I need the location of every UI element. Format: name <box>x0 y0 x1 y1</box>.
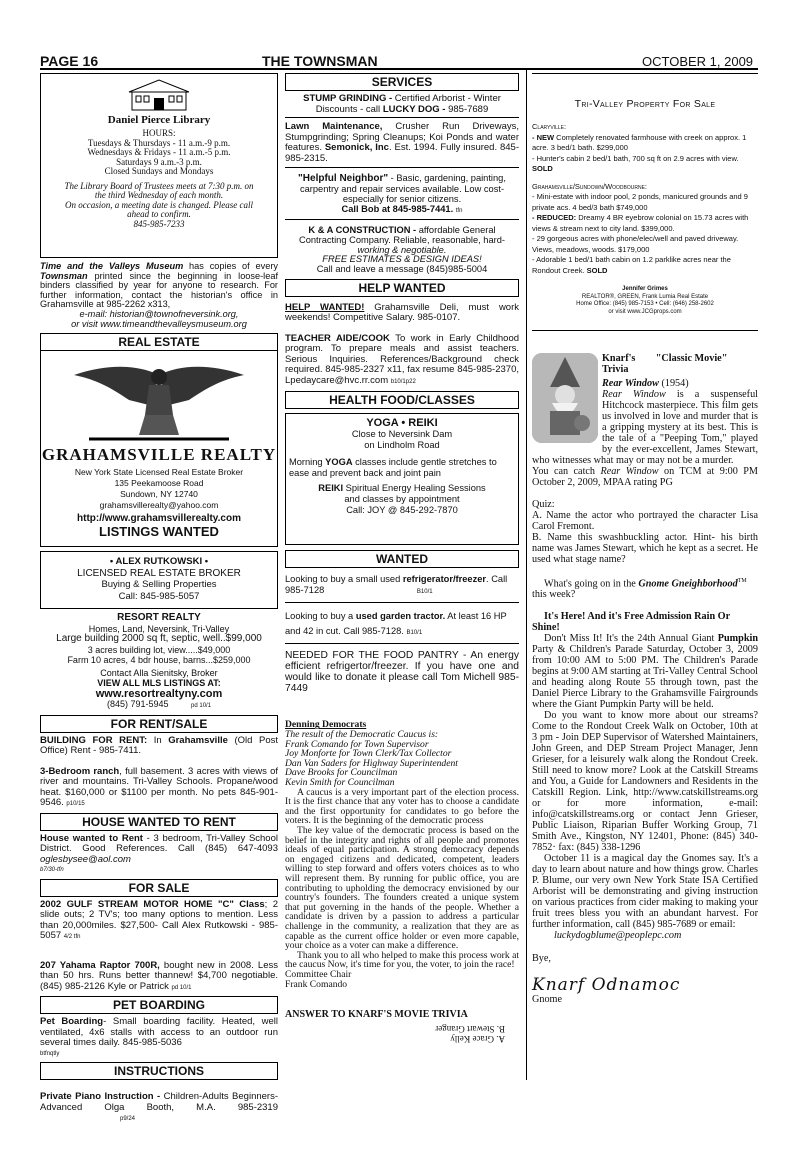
for-rent-heading: FOR RENT/SALE <box>40 715 278 733</box>
yoga-title: YOGA • REIKI <box>366 417 438 430</box>
ad-keyword: LUCKY DOG - <box>382 103 446 115</box>
listing-flag: - REDUCED: <box>532 213 577 222</box>
ad-tag: 4/2 tfn <box>63 934 81 941</box>
library-board-note: The Library Board of Trustees meets at 7:30 p.m. on the third Wednesday of each month. <box>64 180 254 200</box>
museum-notice <box>40 262 278 329</box>
yoga-location: on Lindholm Road <box>364 440 440 451</box>
ad-phone: Call and leave a message (845)985-5004 <box>316 264 488 275</box>
signature-role: Gnome <box>532 994 562 1006</box>
hours-line: Wednesdays & Fridays - 11 a.m.-5 p.m. <box>87 147 231 157</box>
ad-text: FREE ESTIMATES & DESIGN IDEAS! <box>322 254 482 265</box>
library-hours <box>45 129 273 177</box>
listing-flag: SOLD <box>532 164 553 173</box>
broker-service: Buying & Selling Properties <box>101 579 217 591</box>
ad-text: . Call 985-7128 <box>285 574 508 596</box>
motor-home-ad <box>40 900 278 943</box>
ad-text: . Est. 1994. Fully insured. 845-985-2315. <box>285 142 519 164</box>
gnome-icon <box>532 353 598 443</box>
ad-text: Children-Adults Beginners- Advanced Olga Booth, M.A. 985-2319 <box>40 1091 278 1113</box>
library-phone: 845-985-7233 <box>133 218 185 229</box>
agent-title: REALTOR®, GREEN, Frank Lumia Real Estate <box>581 293 709 300</box>
ad-keyword: BUILDING FOR RENT: <box>40 734 148 746</box>
movie-title: Rear Window <box>602 389 666 400</box>
candidate: Frank Comando for Town Supervisor <box>285 738 429 750</box>
ad-text: , full basement. 3 acres with views of river and mountains. Tri-Valley Schools. Propane/wood heat. $160,000 or $1100 per month. No pets 845-901-9546. <box>40 765 278 809</box>
lawn-maintenance-ad <box>285 122 519 164</box>
area-heading: Claryville: <box>532 122 567 131</box>
area-heading: Grahamsville/Sundown/Woodbourne: <box>532 181 648 191</box>
ad-divider <box>285 643 519 644</box>
article-paragraph: You can catch <box>532 466 601 477</box>
trivia-answer: B. Stewart Granger <box>435 1024 505 1035</box>
museum-name: Time and the Valleys Museum <box>40 261 184 271</box>
ad-text: classes include gentle stretches to ease and prevent back and joint pain <box>289 456 497 478</box>
ad-keyword: STUMP GRINDING - <box>303 93 393 104</box>
resort-name: RESORT REALTY <box>117 612 201 624</box>
realty-city: Sundown, NY 12740 <box>120 489 198 500</box>
house-wanted-heading: HOUSE WANTED TO RENT <box>40 813 278 831</box>
column-divider <box>526 70 527 1080</box>
ad-divider <box>285 602 519 603</box>
ad-tag: p10/15 <box>66 801 85 808</box>
ad-text: - Basic, gardening, painting, carpentry and repair services available. Low cost- especially for senior citizens. <box>299 173 506 204</box>
hours-line: Closed Sundays and Mondays <box>104 166 214 176</box>
ad-keyword: House wanted to Rent <box>40 832 143 844</box>
resort-listing: Large building 2000 sq ft, septic, well..$99,000 <box>56 633 262 645</box>
movie-title: Rear Window <box>602 378 659 389</box>
trivia-answers-upside-down <box>425 1024 505 1044</box>
food-pantry-ad: NEEDED FOR THE FOOD PANTRY - An energy efficient refrigertor/freezer. If you have one and would like to donate it please call Tom Michell 985-7449 <box>285 650 519 695</box>
ad-keyword: HELP WANTED! <box>285 301 365 313</box>
candidate: Dave Brooks for Councilman <box>285 767 398 779</box>
museum-email[interactable]: e-mail: historian@townofneversink.org, <box>79 308 239 319</box>
ad-text: Crusher Run Driveways, Stumpgrinding; Spring Cleanups; Koi Ponds and water features. <box>285 121 519 153</box>
piano-ad <box>40 1092 278 1125</box>
ad-tag: btfnqtly <box>40 1050 60 1057</box>
realty-address: 135 Peekamoose Road <box>114 478 204 489</box>
ad-text: (Old Post Office) Rent - 985-7411. <box>40 734 278 757</box>
broker-title: LICENSED REAL ESTATE BROKER <box>77 567 241 579</box>
grahamsville-realty-ad <box>40 351 278 547</box>
agent-phone: Home Office: (845) 985-7153 • Cell: (646) 258-2602 <box>576 301 714 307</box>
house-wanted-ad <box>40 834 278 876</box>
democrats-article <box>285 720 519 989</box>
article-paragraph: Don't Miss It! It's the 24th Annual Giant <box>544 633 718 645</box>
library-name: Daniel Pierce Library <box>107 114 211 126</box>
ka-construction-ad <box>285 226 519 275</box>
listings-wanted: LISTINGS WANTED <box>99 524 219 540</box>
article-paragraph: What's going on in the <box>544 578 639 590</box>
wanted-heading: WANTED <box>285 550 519 568</box>
movie-title: Rear Window <box>600 466 659 477</box>
museum-text: printed since the beginning in loose-leaf binders classified by year for anyone to research. For further information, contact the historian's office in Grahamsville at 985-2262 x313, <box>40 270 278 310</box>
listing: Completely renovated farmhouse with creek on approx. 1 acre. 3 bed/1 bath. $299,000 <box>532 132 747 152</box>
ad-keyword: YOGA <box>325 456 353 467</box>
hours-title: HOURS: <box>142 128 176 138</box>
resort-listing: 3 acres building lot, view.....$49,000 <box>87 644 231 655</box>
quiz-question: B. Name this swashbuckling actor. Hint- his birth name was James Stewart, which he kept as a secret. He used what stage name? <box>532 532 758 565</box>
page-number: PAGE 16 <box>40 53 99 69</box>
article-signoff: Frank Comando <box>285 978 348 990</box>
ad-phone: Call Bob at 845-985-7441. <box>341 204 454 214</box>
yamaha-ad <box>40 961 278 994</box>
trademark: TM <box>737 578 747 584</box>
contact-email[interactable]: luckydogblume@peoplepc.com <box>554 930 682 942</box>
health-heading: HEALTH FOOD/CLASSES <box>285 391 519 409</box>
candidate: Kevin Smith for Councilman <box>285 777 395 789</box>
ad-text: 985-7689 <box>445 103 489 115</box>
realty-email[interactable]: grahamsvillerealty@yahoo.com <box>99 500 219 511</box>
ad-text: Looking to buy a <box>285 611 356 622</box>
ad-text: - 3 bedroom, Tri-Valley School District. Good References. Call (845) 647-4093 <box>40 832 278 855</box>
yoga-reiki-ad <box>285 413 519 545</box>
article-paragraph: on TCM at 9:00 PM October 2, 2009, MPAA rating PG <box>532 466 758 488</box>
for-rent-ad <box>40 736 278 757</box>
ad-keyword: refrigerator/freezer <box>402 574 487 585</box>
article-paragraph: The key value of the democratic process is based on the belief in the integrity and rights of all people and promotes ideals of equal participation. A strong democracy depends on engaged citizens and dedicated, competent, leaders willing to step forward and offers voters choices as to who will represent them. By running for public office, you are contributing to upholding the democracy envisioned by our country's founders. The founders created a unique system that put governing in the hands of the people. Whether a candidate is driven by a passion to address a particular challenge in the community, a realization that they are as capable as the current office holder or even more capable, your choice as a voter can make a difference. <box>285 825 519 952</box>
candidate: Dan Van Saders for Highway Superintendent <box>285 757 458 769</box>
resort-area: Homes, Land, Neversink, Tri-Valley <box>88 623 230 634</box>
ad-divider <box>285 219 519 220</box>
trivia-answer: A. Grace Kelly <box>450 1034 505 1045</box>
resort-url[interactable]: www.resortrealtyny.com <box>95 687 223 700</box>
ad-phone: Call: JOY @ 845-292-7870 <box>346 505 458 516</box>
listing-flag: SOLD <box>586 265 608 275</box>
ad-tag: b7/30-tfn <box>40 867 64 874</box>
quiz-question: A. Name the actor who portrayed the character Lisa Carol Fremont. <box>532 510 758 532</box>
pet-boarding-heading: PET BOARDING <box>40 996 278 1014</box>
property-title: Tri-Valley Property For Sale <box>574 98 716 110</box>
resort-phone: (845) 791-5945 <box>106 699 169 710</box>
yoga-location: Close to Neversink Dam <box>351 429 453 440</box>
ad-text: Morning <box>289 456 326 467</box>
ad-keyword: REIKI <box>318 483 344 494</box>
ad-keyword: 3-Bedroom ranch <box>40 765 120 777</box>
pet-boarding-ad <box>40 1017 278 1059</box>
ad-text: working & negotiable. <box>357 244 447 255</box>
realty-license: New York State Licensed Real Estate Broker <box>74 467 244 478</box>
header-rule <box>40 68 758 70</box>
broker-phone: Call: 845-985-5057 <box>118 590 200 602</box>
alex-rutkowski-ad <box>40 551 278 609</box>
museum-text: has copies of every <box>183 261 278 271</box>
ad-email[interactable]: oglesbysee@aol.com <box>40 853 131 865</box>
listing: - Mini-estate with indoor pool, 2 ponds, manicured grounds and 9 private acs. 4 bed/3 bath $749,000 <box>532 192 748 212</box>
resort-realty-ad <box>40 613 278 712</box>
signoff: Bye, <box>532 953 551 965</box>
ad-keyword: K & A CONSTRUCTION - <box>308 225 417 235</box>
ad-keyword: Lawn Maintenance, <box>285 121 383 132</box>
ad-text: and classes by appointment <box>344 494 460 505</box>
column-name: Gnome Gneighborhood <box>638 578 738 590</box>
property-for-sale-ad <box>532 73 758 331</box>
listing: - 29 gorgeous acres with phone/elec/well and paved driveway. Views, meadows, woods. $179,000 <box>532 234 739 254</box>
for-sale-heading: FOR SALE <box>40 879 278 897</box>
services-heading: SERVICES <box>285 73 519 91</box>
article-keyword: Pumpkin <box>717 633 758 645</box>
realty-logo: GRAHAMSVILLE REALTY <box>41 445 277 465</box>
ad-text: Spiritual Energy Healing Sessions <box>343 483 486 494</box>
ad-text: To work in Early Childhood program. To prepare meals and assist teachers. Serious Inquiries. References/Background check required. 845-985-2327 x11, fax resume 845-985-2370, Lpedaycare@hvc.rr.com <box>285 332 520 386</box>
article-paragraph: October 11 is a magical day the Gnomes say. It's a day to learn about nature and how things grow. Charles P. Blume, our very own New York State ISA Certified Arborist will be demonstrating and giving instruction on various practices from cider making to making your fruit trees bless you with an abundant harvest. For further information, call (845) 985-7689 or email: <box>532 853 758 931</box>
museum-paper: Townsman <box>40 270 88 281</box>
hours-line: Saturdays 9 a.m.-3 p.m. <box>116 156 202 167</box>
ad-tag: pd 10/1 <box>171 984 192 991</box>
broker-name: • ALEX RUTKOWSKI • <box>109 556 209 568</box>
ad-text: At least 16 HP and 42 in cut. Call 985-7128. <box>285 611 507 637</box>
quiz-heading: Quiz: <box>532 499 555 510</box>
listing-flag: - NEW <box>532 132 555 142</box>
helpful-neighbor-ad <box>285 173 519 216</box>
ad-tag: pd 10/1 <box>191 703 212 710</box>
deli-ad <box>285 303 519 324</box>
ad-divider <box>285 167 519 168</box>
ad-keyword: Private Piano Instruction - <box>40 1091 161 1103</box>
resort-contact: Contact Alla Sienitsky, Broker <box>100 667 218 678</box>
ranch-ad <box>40 767 278 810</box>
library-occasion-note: On occasion, a meeting date is changed. Please call ahead to confirm. <box>65 199 253 219</box>
ad-keyword: Pet Boarding <box>40 1016 104 1028</box>
realty-url[interactable]: http://www.grahamsvillerealty.com <box>77 513 241 525</box>
refrigerator-wanted-ad <box>285 574 519 598</box>
ad-tag: B10/1 <box>416 589 433 596</box>
ad-keyword: Grahamsville <box>168 734 228 746</box>
trivia-title: Trivia <box>602 364 629 375</box>
library-building-icon <box>124 78 194 112</box>
ad-divider <box>285 117 519 118</box>
trivia-title: Knarf's <box>602 353 636 364</box>
article-paragraph: Thank you to all who helped to make this process work at the caucus Now, it's time for you, the voter, to join the race! <box>285 949 519 971</box>
help-wanted-heading: HELP WANTED <box>285 279 519 297</box>
gnome-photo <box>532 353 598 443</box>
article-intro: The result of the Democratic Caucus is: <box>285 729 439 741</box>
issue-date: OCTOBER 1, 2009 <box>642 54 754 69</box>
article-paragraph: this week? <box>532 589 576 601</box>
ad-tag: b10/1p22 <box>390 378 416 385</box>
real-estate-heading: REAL ESTATE <box>40 333 278 351</box>
agent-name: Jennifer Grimes <box>622 286 668 292</box>
listing: - Hunter's cabin 2 bed/1 bath, 700 sq ft on 2.9 acres with view. <box>532 153 739 163</box>
stump-grinding-ad <box>285 94 519 115</box>
signature: Knarf Odnamoc <box>532 975 681 996</box>
ad-text: - Small boarding facility. Heated, well ventilated, 4x6 stalls with access to an outdoor run several times daily. 845-985-5036 <box>40 1016 278 1049</box>
eagle-icon <box>69 355 249 443</box>
article-paragraph: Party & Children's Parade Saturday, October 3, 2009 from 10:00 AM to 5:00 PM. The Children's Parade begins at 9:00 AM starting at Tri-Valley Central School and heading along Route 55 through town, past the Daniel Pierce Library to the Grahamsville Fairgrounds where the Giant Pumpkin Party will be held. <box>532 644 758 711</box>
resort-listing: Farm 10 acres, 4 bdr house, barns...$259,000 <box>67 655 251 666</box>
agent-url[interactable]: or visit www.JCGprops.com <box>608 308 682 315</box>
festival-headline: It's Here! And it's Free Admission Rain Or Shine! <box>532 611 730 634</box>
trivia-answer-heading: ANSWER TO KNARF'S MOVIE TRIVIA <box>285 1009 468 1021</box>
hours-line: Tuesdays & Thursdays - 11 a.m.-9 p.m. <box>87 137 231 148</box>
knarf-trivia-article <box>532 353 758 1005</box>
ad-text: Grahamsville Deli, must work weekends! Competitive Salary. 985-0107. <box>285 301 520 324</box>
ad-text: Certified Arborist - Winter Discounts - call <box>315 93 501 115</box>
ad-tag: tfn <box>455 208 463 214</box>
candidate: Joy Monforte for Town Clerk/Tax Collector <box>285 748 452 760</box>
article-headline: Denning Democrats <box>285 719 367 731</box>
ad-text: bought new in 2008. Less than 50 hrs. Runs better thannew! $4,700 negotiable. (845) 985-2126 Kyle or Patrick <box>40 959 278 992</box>
ad-keyword: 207 Yahama Raptor 700R, <box>40 959 160 971</box>
museum-visit[interactable]: or visit www.timeandthevalleysmuseum.org <box>71 318 247 329</box>
ad-keyword: TEACHER AIDE/COOK <box>285 332 390 344</box>
paper-title: THE TOWNSMAN <box>262 53 378 69</box>
listing: Dreamy 4 BR eyebrow colonial on 15.73 acres with views & stream next to city land. $399,000. <box>532 213 749 233</box>
ad-keyword: 2002 GULF STREAM MOTOR HOME "C" Class <box>40 898 265 910</box>
ad-keyword: "Helpful Neighbor" <box>298 173 389 184</box>
article-paragraph: is a suspenseful Hitchcock masterpiece. This film gets us involved in love and murder that is a gripping mystery at its best. This is the tale of a "Peeping Tom," played by the ever-excellent, James Stewart, who witnesses what may or may not be a murder. <box>532 389 758 466</box>
ad-text: Looking to buy a small used <box>285 574 403 585</box>
ad-tag: B10/1 <box>406 630 423 637</box>
instructions-heading: INSTRUCTIONS <box>40 1062 278 1080</box>
ad-tag: p9/24 <box>120 1116 136 1123</box>
tractor-wanted-ad <box>285 609 519 641</box>
trivia-title: "Classic Movie" <box>655 353 728 364</box>
movie-year: (1954) <box>658 378 689 389</box>
resort-mls: VIEW ALL MLS LISTINGS AT: <box>97 678 221 689</box>
teacher-aide-ad <box>285 334 519 388</box>
ad-keyword: used garden tractor. <box>355 611 446 622</box>
library-box <box>40 73 278 258</box>
ad-text: ; 2 slide outs; 2 TV's; too many options to mention. Less than 20,000miles. $27,500- Call Alex Rutkowski - 985-5057 <box>40 898 279 942</box>
ad-text: In <box>147 734 169 746</box>
ad-text: affordable General Contracting Company. Reliable, reasonable, hard- <box>298 225 506 245</box>
ad-keyword: Semonick, Inc <box>324 142 389 153</box>
article-paragraph: Do you want to know more about our streams? Come to the Rondout Creek Walk on October, 10th at 3 pm - Join DEP Supervisor of Watershed Maintainers, John Green, and DEP Stream Project Manager, Jenn Grieser, for a leisurely walk along the Rondout Creek. Still need to know more? Look at the Catskill Streams and You, a Guide for Landowners and Residents in the Catskill Region. Link, http://www.catskillstreams.org or for more information, e-mail: info@catskillstreams.org or contact Jenn Grieser, Public Liaison, Riparian Buffer Working Group, 71 Smith Ave., Kingston, NY 12401, Phone: (845) 340-7852· fax: (845) 338-1296 <box>532 710 758 854</box>
listing: - Adorable 1 bed/1 bath cabin on 1.2 parklike acres near the Rondout Creek. <box>532 255 731 275</box>
article-signoff: Committee Chair <box>285 968 352 980</box>
article-paragraph: A caucus is a very important part of the election process. It is the first chance that any voter has to choose a candidate and the first opportunity for candidates to go before the voters. It is the beginning of the democratic process <box>285 786 519 827</box>
